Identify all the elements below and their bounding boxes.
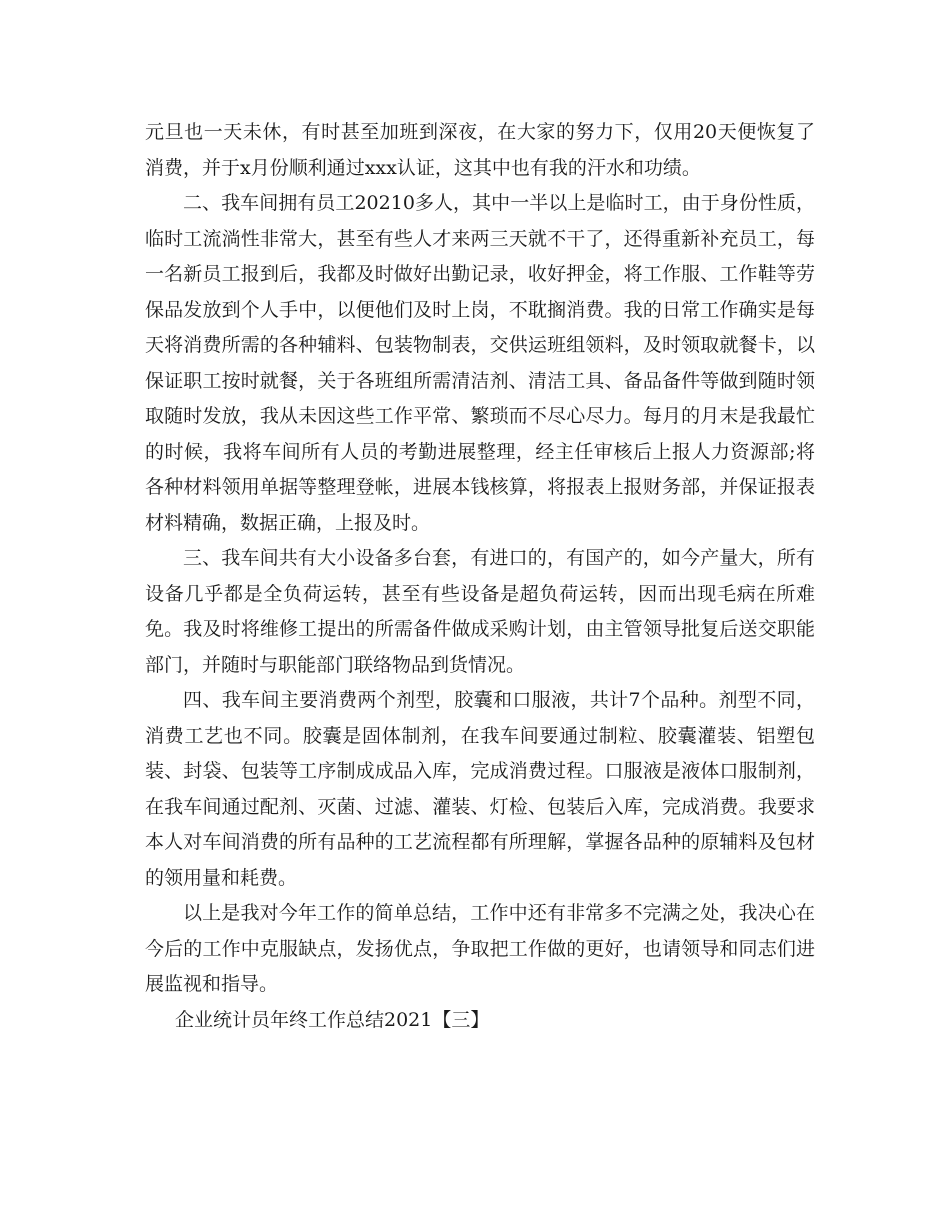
document-body: [145, 115, 815, 1038]
paragraph-section-3: 三、我车间共有大小设备多台套，有进口的，有国产的，如今产量大，所有设备几乎都是全负荷运转，甚至有些设备是超负荷运转，因而出现毛病在所难免。我及时将维修工提出的所需备件做成采购计划，由主管领导批复后送交职能部门，并随时与职能部门联络物品到货情况。: [145, 547, 815, 676]
paragraph-section-2: 二、我车间拥有员工20210多人，其中一半以上是临时工，由于身份性质，临时工流淌性非常大，甚至有些人才来两三天就不干了，还得重新补充员工，每一名新员工报到后，我都及时做好出勤记录，收好押金，将工作服、工作鞋等劳保品发放到个人手中，以便他们及时上岗，不耽搁消费。我的日常工作确实是每天将消费所需的各种辅料、包装物制表，交供运班组领料，及时领取就餐卡，以保证职工按时就餐，关于各班组所需清洁剂、清洁工具、备品备件等做到随时领取随时发放，我从未因这些工作平常、繁琐而不尽心尽力。每月的月末是我最忙的时候，我将车间所有人员的考勤进展整理，经主任审核后上报人力资源部;将各种材料领用单据等整理登帐，进展本钱核算，将报表上报财务部，并保证报表材料精确，数据正确，上报及时。: [145, 192, 815, 534]
paragraph-section-4: 四、我车间主要消费两个剂型，胶囊和口服液，共计7个品种。剂型不同，消费工艺也不同。胶囊是固体制剂，在我车间要通过制粒、胶囊灌装、铝塑包装、封袋、包装等工序制成成品入库，完成消费过程。口服液是液体口服制剂，在我车间通过配剂、灭菌、过滤、灌装、灯检、包装后入库，完成消费。我要求本人对车间消费的所有品种的工艺流程都有所理解，掌握各品种的原辅料及包材的领用量和耗费。: [145, 689, 815, 889]
section-heading: 企业统计员年终工作总结2021【三】: [175, 1008, 490, 1031]
paragraph-continuation: 元旦也一天未休，有时甚至加班到深夜，在大家的努力下，仅用20天便恢复了消费，并于x月份顺利通过xxx认证，这其中也有我的汗水和功绩。: [145, 121, 815, 179]
paragraph-conclusion: 以上是我对今年工作的简单总结，工作中还有非常多不完满之处，我决心在今后的工作中克服缺点，发扬优点，争取把工作做的更好，也请领导和同志们进展监视和指导。: [145, 902, 815, 995]
